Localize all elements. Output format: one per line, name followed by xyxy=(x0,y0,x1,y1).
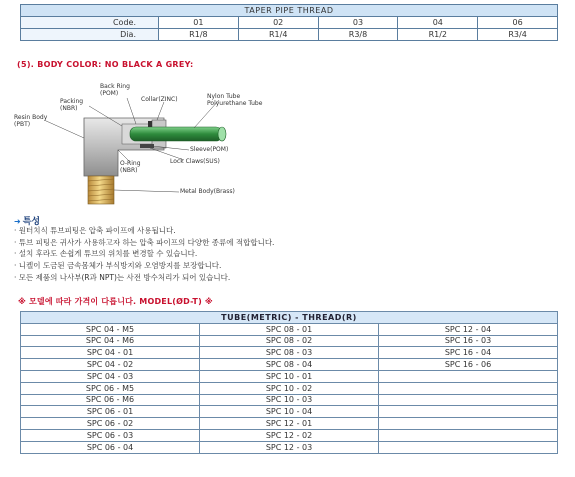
table-row xyxy=(21,323,558,335)
table-row xyxy=(21,418,558,430)
model-cell: SPC 16 - 06 xyxy=(379,359,558,371)
thread-table-code-row xyxy=(21,17,558,29)
model-table xyxy=(20,311,558,454)
metal-body-label: Metal Body(Brass) xyxy=(180,188,235,195)
feature-item: · 튜브 피팅은 귀사가 사용하고자 하는 압축 파이프의 다양한 종류에 적합합니다. xyxy=(14,237,275,247)
model-cell: SPC 16 - 03 xyxy=(379,335,558,347)
code-cell: 02 xyxy=(238,17,318,29)
nylon-tube-shape xyxy=(130,127,222,141)
table-row xyxy=(21,441,558,453)
bullet-arrow-icon: ➜ xyxy=(14,217,21,226)
features-heading-text: 특성 xyxy=(22,217,41,227)
model-cell: SPC 06 - M6 xyxy=(21,394,200,406)
feature-item: · 모든 제품의 나사부(R과 NPT)는 사전 방수처리가 되어 있습니다. xyxy=(14,272,231,282)
model-cell: SPC 10 - 03 xyxy=(200,394,379,406)
model-cell xyxy=(379,429,558,441)
taper-pipe-thread-table xyxy=(20,4,558,41)
model-cell xyxy=(379,418,558,430)
code-cell: 01 xyxy=(159,17,239,29)
table-row xyxy=(21,382,558,394)
model-cell: SPC 04 - 03 xyxy=(21,370,200,382)
code-cell: 04 xyxy=(398,17,478,29)
resin-body-label: Resin Body (PBT) xyxy=(14,114,48,128)
model-cell: SPC 06 - 01 xyxy=(21,406,200,418)
model-cell: SPC 12 - 01 xyxy=(200,418,379,430)
o-ring-label: O-Ring (NBR) xyxy=(120,160,141,174)
back-ring-label: Back Ring (POM) xyxy=(100,83,130,97)
model-cell: SPC 06 - M5 xyxy=(21,382,200,394)
dia-cell: R3/8 xyxy=(318,29,398,41)
dia-label: Dia. xyxy=(21,29,159,41)
fitting-cross-section-diagram xyxy=(14,78,314,208)
model-cell: SPC 12 - 04 xyxy=(379,323,558,335)
model-cell: SPC 06 - 04 xyxy=(21,441,200,453)
model-cell: SPC 06 - 02 xyxy=(21,418,200,430)
body-color-note: (5). BODY COLOR: NO BLACK A GREY: xyxy=(17,60,194,69)
code-label: Code. xyxy=(21,17,159,29)
collar-label: Collar(ZINC) xyxy=(141,96,178,103)
model-cell: SPC 08 - 03 xyxy=(200,347,379,359)
lock-claws-label: Lock Claws(SUS) xyxy=(170,158,220,165)
feature-item: · 니켈이 도금된 금속몸체가 부식방지와 오염방지를 보장합니다. xyxy=(14,261,222,271)
feature-item: · 설치 후라도 손쉽게 튜브의 위치를 변경할 수 있습니다. xyxy=(14,249,198,259)
code-cell: 06 xyxy=(478,17,558,29)
model-cell: SPC 12 - 03 xyxy=(200,441,379,453)
model-cell xyxy=(379,406,558,418)
table-row xyxy=(21,335,558,347)
sleeve-shape xyxy=(140,144,154,148)
packing-label: Packing (NBR) xyxy=(60,98,84,112)
table-row xyxy=(21,406,558,418)
model-cell xyxy=(379,370,558,382)
model-cell: SPC 06 - 03 xyxy=(21,429,200,441)
thread-table-title-row xyxy=(21,5,558,17)
model-cell: SPC 04 - M5 xyxy=(21,323,200,335)
dia-cell: R1/2 xyxy=(398,29,478,41)
feature-item: · 원터치식 튜브피팅은 압축 파이프에 사용됩니다. xyxy=(14,226,176,235)
model-cell: SPC 10 - 01 xyxy=(200,370,379,382)
model-cell: SPC 12 - 02 xyxy=(200,429,379,441)
model-cell: SPC 04 - 02 xyxy=(21,359,200,371)
sleeve-label: Sleeve(POM) xyxy=(190,146,229,153)
model-cell xyxy=(379,382,558,394)
thread-table-dia-row xyxy=(21,29,558,41)
model-cell: SPC 10 - 04 xyxy=(200,406,379,418)
model-cell: SPC 16 - 04 xyxy=(379,347,558,359)
nylon-tube-label: Nylon Tube Polyurethane Tube xyxy=(207,93,263,107)
model-cell: SPC 08 - 01 xyxy=(200,323,379,335)
model-cell: SPC 04 - M6 xyxy=(21,335,200,347)
dia-cell: R1/4 xyxy=(238,29,318,41)
thread-table-title: TAPER PIPE THREAD xyxy=(21,5,558,17)
model-cell xyxy=(379,441,558,453)
model-table-title-row xyxy=(21,312,558,324)
code-cell: 03 xyxy=(318,17,398,29)
model-cell: SPC 08 - 04 xyxy=(200,359,379,371)
model-cell: SPC 10 - 02 xyxy=(200,382,379,394)
lock-claws-shape xyxy=(148,121,152,127)
table-row xyxy=(21,429,558,441)
table-row xyxy=(21,394,558,406)
price-note: ※ 모델에 따라 가격이 다릅니다. MODEL(ØD-T) ※ xyxy=(18,297,213,306)
dia-cell: R3/4 xyxy=(478,29,558,41)
model-cell: SPC 08 - 02 xyxy=(200,335,379,347)
table-row xyxy=(21,370,558,382)
table-row xyxy=(21,359,558,371)
model-cell xyxy=(379,394,558,406)
model-cell: SPC 04 - 01 xyxy=(21,347,200,359)
model-table-title: TUBE(METRIC) - THREAD(R) xyxy=(21,312,558,324)
table-row xyxy=(21,347,558,359)
features-list xyxy=(14,225,274,284)
dia-cell: R1/8 xyxy=(159,29,239,41)
